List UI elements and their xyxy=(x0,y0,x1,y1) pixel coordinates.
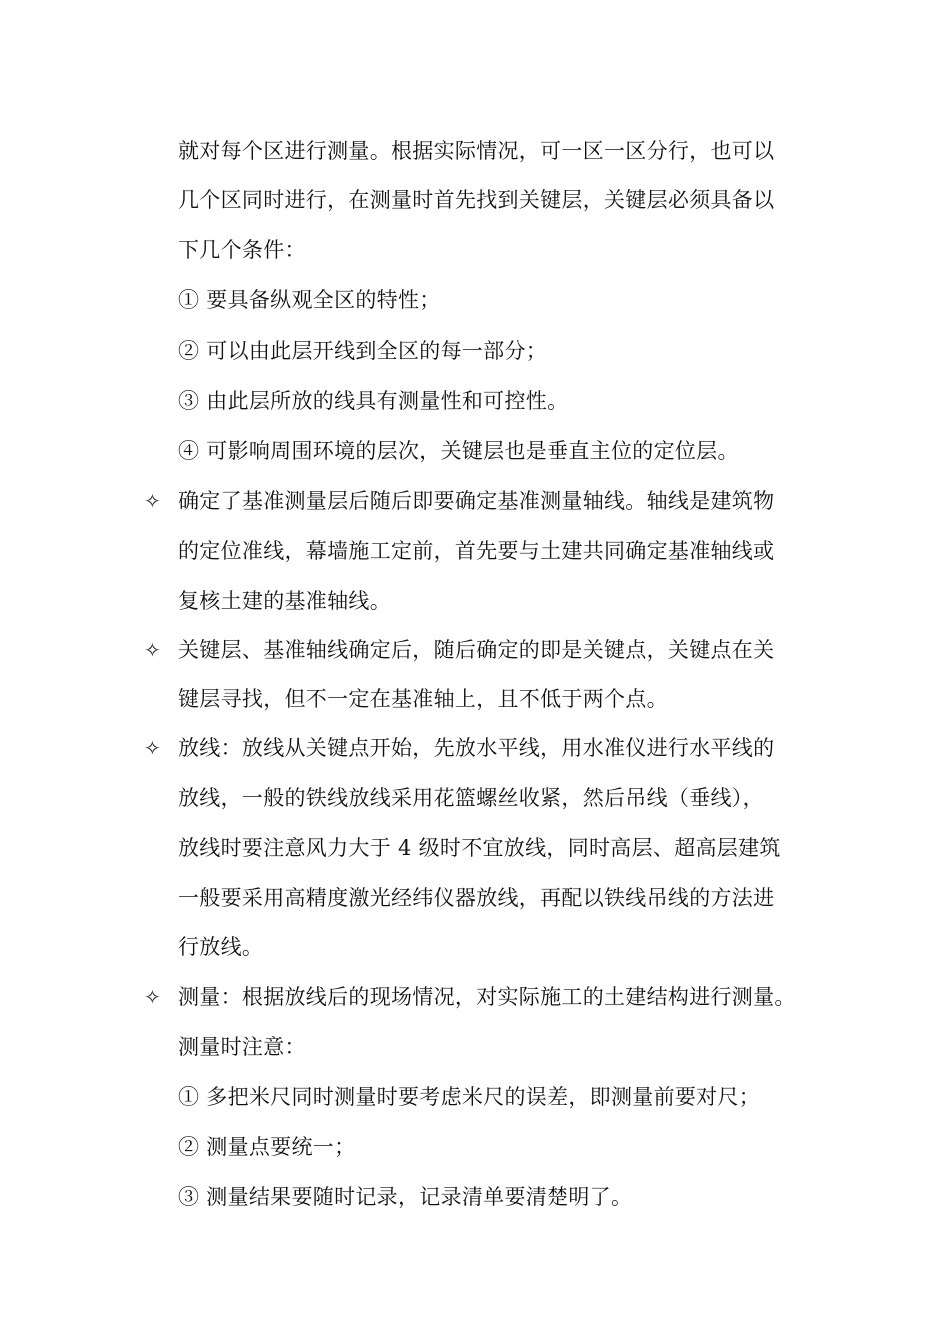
text-line: 放线：放线从关键点开始，先放水平线，用水准仪进行水平线的 xyxy=(178,736,775,760)
text-line: 几个区同时进行，在测量时首先找到关键层，关键层必须具备以 xyxy=(178,188,775,212)
text-line: 放线时要注意风力大于 4 级时不宜放线，同时高层、超高层建筑 xyxy=(178,836,781,860)
list-item: ① 要具备纵观全区的特性； xyxy=(178,288,441,312)
text-line: 确定了基准测量层后随后即要确定基准测量轴线。轴线是建筑物 xyxy=(178,489,775,513)
text-line: 复核土建的基准轴线。 xyxy=(178,589,391,613)
list-item: ② 测量点要统一； xyxy=(178,1135,356,1159)
text-line: 下几个条件： xyxy=(178,238,306,262)
text-line: 的定位准线，幕墙施工定前，首先要与土建共同确定基准轴线或 xyxy=(178,539,775,563)
diamond-bullet-icon: ✧ xyxy=(144,736,161,760)
text-line: 测量：根据放线后的现场情况，对实际施工的土建结构进行测量。 xyxy=(178,985,796,1009)
text-line: 关键层、基准轴线确定后，随后确定的即是关键点，关键点在关 xyxy=(178,638,775,662)
text-line: 键层寻找，但不一定在基准轴上，且不低于两个点。 xyxy=(178,687,668,711)
text-line: 放线，一般的铁线放线采用花篮螺丝收紧，然后吊线（垂线）， xyxy=(178,786,764,810)
list-item: ② 可以由此层开线到全区的每一部分； xyxy=(178,339,548,363)
diamond-bullet-icon: ✧ xyxy=(144,638,161,662)
text-line: 一般要采用高精度激光经纬仪器放线，再配以铁线吊线的方法进 xyxy=(178,886,775,910)
list-item: ③ 测量结果要随时记录，记录清单要清楚明了。 xyxy=(178,1185,633,1209)
list-item: ③ 由此层所放的线具有测量性和可控性。 xyxy=(178,389,569,413)
text-line: 行放线。 xyxy=(178,935,264,959)
diamond-bullet-icon: ✧ xyxy=(144,489,161,513)
diamond-bullet-icon: ✧ xyxy=(144,985,161,1009)
text-line: 测量时注意： xyxy=(178,1035,306,1059)
list-item: ④ 可影响周围环境的层次，关键层也是垂直主位的定位层。 xyxy=(178,439,739,463)
list-item: ① 多把米尺同时测量时要考虑米尺的误差，即测量前要对尺； xyxy=(178,1085,761,1109)
text-line: 就对每个区进行测量。根据实际情况，可一区一区分行，也可以 xyxy=(178,139,775,163)
